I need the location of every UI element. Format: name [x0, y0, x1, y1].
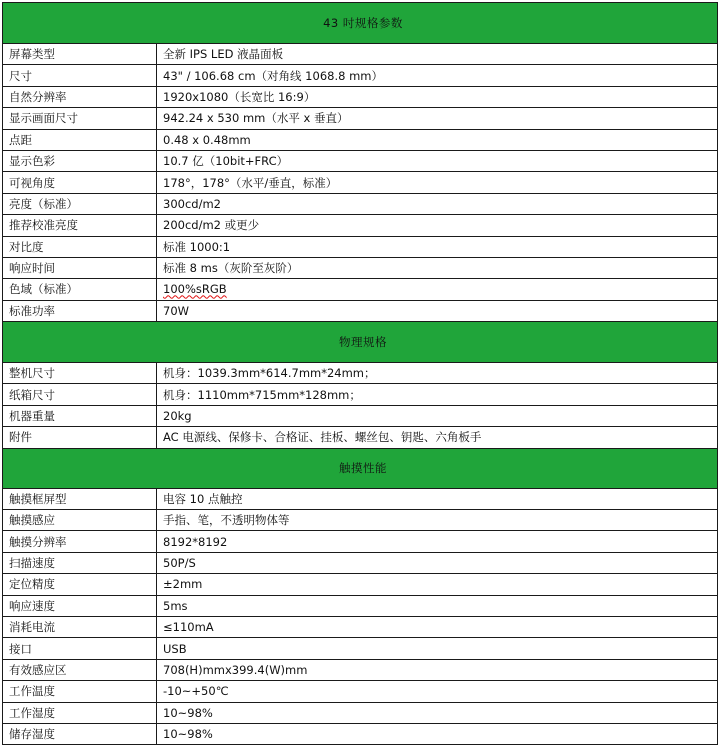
spec-value: 178°，178°（水平/垂直，标准） — [157, 172, 718, 193]
spec-value: ±2mm — [157, 574, 718, 595]
spec-row — [3, 172, 718, 193]
section-header-row — [3, 322, 718, 363]
spec-row — [3, 150, 718, 171]
spec-value: ≤110mA — [157, 616, 718, 637]
spec-value: 300cd/m2 — [157, 193, 718, 214]
spec-label: 响应时间 — [3, 257, 157, 278]
spec-label: 触摸感应 — [3, 510, 157, 531]
spec-row — [3, 574, 718, 595]
spec-label: 附件 — [3, 427, 157, 448]
spec-value: 全新 IPS LED 液晶面板 — [157, 44, 718, 65]
spec-value: 942.24 x 530 mm（水平 x 垂直） — [157, 108, 718, 129]
spec-row — [3, 681, 718, 702]
spec-label: 尺寸 — [3, 65, 157, 86]
spec-label: 可视角度 — [3, 172, 157, 193]
spec-value: 43" / 106.68 cm（对角线 1068.8 mm） — [157, 65, 718, 86]
spec-label: 工作湿度 — [3, 702, 157, 723]
spec-value: 200cd/m2 或更少 — [157, 215, 718, 236]
spec-value: 708(H)mmx399.4(W)mm — [157, 659, 718, 680]
spec-row — [3, 702, 718, 723]
spec-value: 10~98% — [157, 702, 718, 723]
spec-row — [3, 552, 718, 573]
spec-row — [3, 384, 718, 405]
spec-value: 20kg — [157, 405, 718, 426]
spec-value: 8192*8192 — [157, 531, 718, 552]
spec-row — [3, 236, 718, 257]
spec-label: 显示画面尺寸 — [3, 108, 157, 129]
spec-value: 手指、笔，不透明物体等 — [157, 510, 718, 531]
spec-row — [3, 300, 718, 321]
spec-label: 有效感应区 — [3, 659, 157, 680]
spec-value: 0.48 x 0.48mm — [157, 129, 718, 150]
spec-value: 5ms — [157, 595, 718, 616]
spec-label: 标准功率 — [3, 300, 157, 321]
section-title: 物理规格 — [3, 322, 718, 363]
spec-table-body — [3, 3, 718, 745]
spec-label: 触摸框屏型 — [3, 488, 157, 509]
spec-value: 电容 10 点触控 — [157, 488, 718, 509]
spec-label: 推荐校准亮度 — [3, 215, 157, 236]
spec-label: 显示色彩 — [3, 150, 157, 171]
spec-label: 亮度（标准） — [3, 193, 157, 214]
spec-row — [3, 531, 718, 552]
section-header-row — [3, 3, 718, 44]
spec-row — [3, 215, 718, 236]
spec-label: 屏幕类型 — [3, 44, 157, 65]
spec-label: 整机尺寸 — [3, 363, 157, 384]
spec-row — [3, 427, 718, 448]
spec-row — [3, 363, 718, 384]
spec-value: 10~98% — [157, 723, 718, 744]
spec-value: 标准 8 ms（灰阶至灰阶） — [157, 257, 718, 278]
spec-row — [3, 44, 718, 65]
spec-value: 标准 1000:1 — [157, 236, 718, 257]
spec-label: 机器重量 — [3, 405, 157, 426]
spec-value: USB — [157, 638, 718, 659]
spec-row — [3, 65, 718, 86]
spec-label: 触摸分辨率 — [3, 531, 157, 552]
spec-label: 纸箱尺寸 — [3, 384, 157, 405]
section-title: 触摸性能 — [3, 448, 718, 488]
spec-row — [3, 488, 718, 509]
spec-value: 机身：1039.3mm*614.7mm*24mm； — [157, 363, 718, 384]
spec-value: AC 电源线、保修卡、合格证、挂板、螺丝包、钥匙、六角板手 — [157, 427, 718, 448]
spec-row — [3, 193, 718, 214]
spec-value: 1920x1080（长宽比 16:9） — [157, 86, 718, 107]
spec-row — [3, 638, 718, 659]
spec-value: 50P/S — [157, 552, 718, 573]
spec-label: 工作温度 — [3, 681, 157, 702]
spec-label: 扫描速度 — [3, 552, 157, 573]
spec-row — [3, 405, 718, 426]
section-header-row — [3, 448, 718, 488]
spec-label: 色域（标准） — [3, 279, 157, 300]
section-title: 43 吋规格参数 — [3, 3, 718, 44]
spec-value: 100%sRGB — [157, 279, 718, 300]
spec-label: 接口 — [3, 638, 157, 659]
spec-row — [3, 723, 718, 744]
spec-row — [3, 108, 718, 129]
spec-value: 70W — [157, 300, 718, 321]
spec-row — [3, 510, 718, 531]
spec-label: 点距 — [3, 129, 157, 150]
spec-row — [3, 257, 718, 278]
spec-table — [2, 2, 718, 745]
spec-label: 储存湿度 — [3, 723, 157, 744]
spec-value: 机身：1110mm*715mm*128mm； — [157, 384, 718, 405]
spec-row — [3, 86, 718, 107]
spec-row — [3, 616, 718, 637]
spec-value: -10~+50℃ — [157, 681, 718, 702]
spec-row — [3, 659, 718, 680]
spec-label: 对比度 — [3, 236, 157, 257]
spec-label: 自然分辨率 — [3, 86, 157, 107]
spec-row — [3, 595, 718, 616]
spec-label: 定位精度 — [3, 574, 157, 595]
spec-label: 消耗电流 — [3, 616, 157, 637]
spec-row — [3, 279, 718, 300]
spec-label: 响应速度 — [3, 595, 157, 616]
spec-row — [3, 129, 718, 150]
spec-value: 10.7 亿（10bit+FRC） — [157, 150, 718, 171]
